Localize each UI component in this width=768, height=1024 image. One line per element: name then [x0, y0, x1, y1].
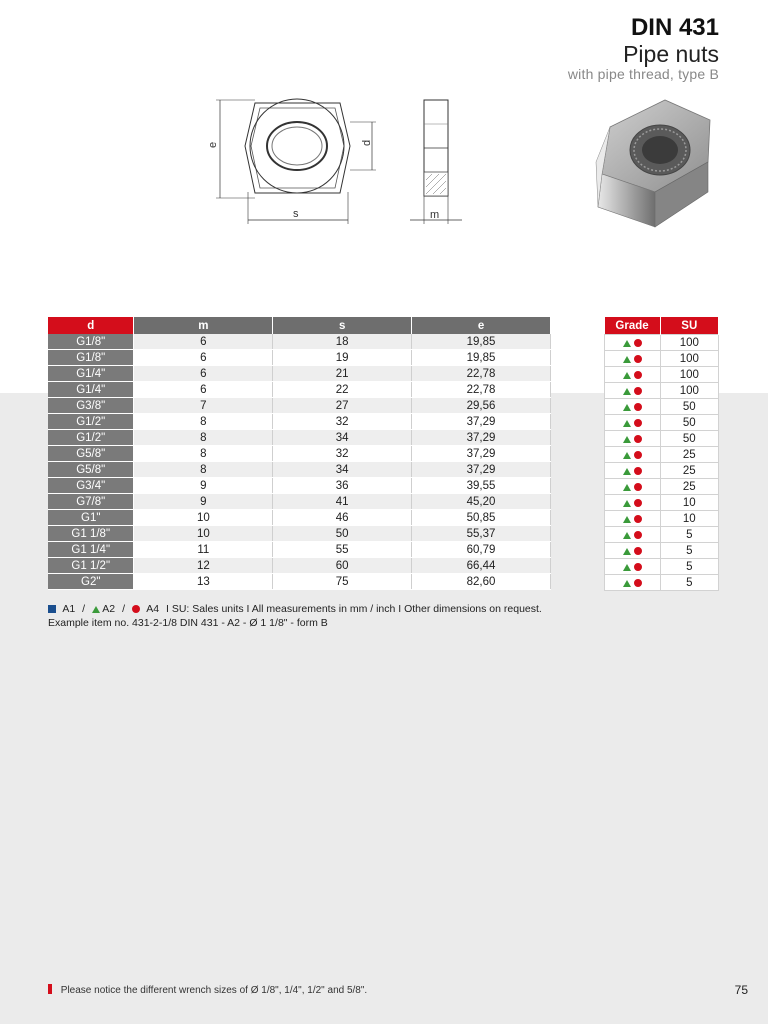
header-m: m	[134, 317, 273, 334]
cell-s: 32	[273, 446, 412, 462]
legend-sep: /	[122, 603, 125, 615]
cell-grade	[605, 495, 661, 511]
table-header-row	[48, 317, 551, 334]
a2-triangle-icon	[92, 606, 100, 613]
cell-su: 25	[660, 479, 718, 495]
a2-triangle-icon	[623, 484, 631, 491]
page-header	[568, 14, 719, 83]
a2-triangle-icon	[623, 468, 631, 475]
cell-grade	[605, 543, 661, 559]
legend-a2: A2	[102, 603, 116, 615]
cell-s: 34	[273, 462, 412, 478]
header-d: d	[48, 317, 134, 334]
dim-label-m: m	[430, 209, 440, 221]
cell-e: 45,20	[412, 494, 551, 510]
table-row	[48, 382, 551, 398]
cell-su: 10	[660, 495, 718, 511]
cell-e: 19,85	[412, 350, 551, 366]
cell-s: 27	[273, 398, 412, 414]
product-code: DIN 431	[630, 14, 719, 41]
legend-info: I SU: Sales units I All measurements in mm / inch I Other dimensions on request.	[166, 603, 542, 615]
a4-dot-icon	[634, 451, 642, 459]
cell-grade	[605, 559, 661, 575]
a2-triangle-icon	[623, 404, 631, 411]
cell-su: 5	[660, 543, 718, 559]
cell-s: 55	[273, 542, 412, 558]
cell-su: 50	[660, 431, 718, 447]
product-subtitle: with pipe thread, type B	[567, 66, 719, 82]
a2-triangle-icon	[623, 436, 631, 443]
a2-triangle-icon	[623, 516, 631, 523]
cell-grade	[605, 399, 661, 415]
grade-row	[605, 543, 719, 559]
cell-s: 41	[273, 494, 412, 510]
cell-m: 12	[134, 558, 273, 574]
table-row	[48, 334, 551, 350]
cell-d: G3/8"	[48, 398, 134, 414]
cell-d: G1/2"	[48, 430, 134, 446]
legend-example: Example item no. 431-2-1/8 DIN 431 - A2 - Ø 1 1/8" - form B	[48, 617, 328, 629]
cell-m: 10	[134, 510, 273, 526]
a4-dot-icon	[634, 355, 642, 363]
a4-dot-icon	[634, 339, 642, 347]
cell-s: 22	[273, 382, 412, 398]
grade-row	[605, 335, 719, 351]
cell-su: 10	[660, 511, 718, 527]
legend-line	[48, 602, 546, 616]
cell-su: 25	[660, 463, 718, 479]
table-row	[48, 510, 551, 526]
a4-dot-icon	[634, 435, 642, 443]
cell-m: 6	[134, 350, 273, 366]
cell-s: 32	[273, 414, 412, 430]
grade-row	[605, 559, 719, 575]
a4-dot-icon	[634, 515, 642, 523]
legend-a4: A4	[146, 603, 160, 615]
cell-d: G1/8"	[48, 350, 134, 366]
cell-e: 37,29	[412, 462, 551, 478]
grade-row	[605, 495, 719, 511]
cell-su: 5	[660, 527, 718, 543]
product-photo	[580, 92, 720, 232]
grade-row	[605, 447, 719, 463]
a2-triangle-icon	[623, 420, 631, 427]
cell-m: 8	[134, 462, 273, 478]
cell-d: G1/8"	[48, 334, 134, 350]
a2-triangle-icon	[623, 452, 631, 459]
cell-s: 19	[273, 350, 412, 366]
dim-label-s: s	[293, 208, 299, 220]
cell-su: 50	[660, 415, 718, 431]
cell-d: G7/8"	[48, 494, 134, 510]
cell-m: 9	[134, 494, 273, 510]
cell-su: 5	[660, 559, 718, 575]
table-row	[48, 366, 551, 382]
cell-s: 60	[273, 558, 412, 574]
cell-d: G2"	[48, 574, 134, 590]
grade-row	[605, 351, 719, 367]
cell-m: 6	[134, 334, 273, 350]
a4-dot-icon	[634, 483, 642, 491]
a4-dot-icon	[634, 499, 642, 507]
cell-s: 50	[273, 526, 412, 542]
cell-su: 50	[660, 399, 718, 415]
dimensions-table	[48, 317, 551, 590]
a2-triangle-icon	[623, 388, 631, 395]
a4-dot-icon	[634, 403, 642, 411]
a2-triangle-icon	[623, 500, 631, 507]
cell-grade	[605, 511, 661, 527]
cell-m: 10	[134, 526, 273, 542]
grade-row	[605, 479, 719, 495]
cell-d: G1 1/4"	[48, 542, 134, 558]
cell-m: 7	[134, 398, 273, 414]
cell-s: 21	[273, 366, 412, 382]
grade-row	[605, 431, 719, 447]
cell-su: 25	[660, 447, 718, 463]
grade-row	[605, 415, 719, 431]
cell-su: 5	[660, 575, 718, 591]
cell-d: G1 1/2"	[48, 558, 134, 574]
table-row	[48, 350, 551, 366]
cell-m: 6	[134, 366, 273, 382]
header-grade: Grade	[605, 317, 661, 335]
a4-dot-icon	[634, 387, 642, 395]
a2-triangle-icon	[623, 356, 631, 363]
grade-row	[605, 399, 719, 415]
cell-grade	[605, 383, 661, 399]
cell-s: 18	[273, 334, 412, 350]
cell-d: G3/4"	[48, 478, 134, 494]
a4-dot-icon	[634, 531, 642, 539]
cell-e: 60,79	[412, 542, 551, 558]
cell-grade	[605, 415, 661, 431]
product-title: Pipe nuts	[623, 41, 719, 67]
header-su: SU	[660, 317, 718, 335]
a2-triangle-icon	[623, 564, 631, 571]
a4-dot-icon	[634, 371, 642, 379]
cell-m: 6	[134, 382, 273, 398]
a4-dot-icon	[634, 563, 642, 571]
cell-grade	[605, 431, 661, 447]
cell-d: G1"	[48, 510, 134, 526]
grade-row	[605, 383, 719, 399]
table-row	[48, 558, 551, 574]
cell-su: 100	[660, 335, 718, 351]
footnote-marker-icon	[48, 984, 52, 994]
table-row	[48, 542, 551, 558]
cell-su: 100	[660, 351, 718, 367]
cell-d: G5/8"	[48, 446, 134, 462]
header-s: s	[273, 317, 412, 334]
table-row	[48, 574, 551, 590]
cell-m: 8	[134, 414, 273, 430]
technical-drawing	[200, 88, 500, 228]
cell-e: 22,78	[412, 366, 551, 382]
cell-e: 82,60	[412, 574, 551, 590]
cell-grade	[605, 463, 661, 479]
a2-triangle-icon	[623, 372, 631, 379]
dim-label-e: e	[207, 141, 219, 148]
legend	[48, 602, 546, 630]
a2-triangle-icon	[623, 532, 631, 539]
header-e: e	[412, 317, 551, 334]
dim-label-d: d	[361, 139, 373, 146]
grade-row	[605, 511, 719, 527]
cell-d: G1/4"	[48, 382, 134, 398]
grade-row	[605, 463, 719, 479]
table-row	[48, 462, 551, 478]
a2-triangle-icon	[623, 580, 631, 587]
cell-s: 75	[273, 574, 412, 590]
table-row	[48, 430, 551, 446]
cell-grade	[605, 367, 661, 383]
legend-sep: /	[82, 603, 86, 615]
page-number: 75	[734, 983, 748, 997]
a4-dot-icon	[634, 467, 642, 475]
grade-row	[605, 527, 719, 543]
table-row	[48, 446, 551, 462]
table-row	[48, 526, 551, 542]
cell-su: 100	[660, 367, 718, 383]
footnote-text: Please notice the different wrench sizes of Ø 1/8", 1/4", 1/2" and 5/8".	[60, 985, 368, 996]
cell-d: G1/4"	[48, 366, 134, 382]
table-row	[48, 398, 551, 414]
a4-dot-icon	[634, 579, 642, 587]
cell-e: 37,29	[412, 446, 551, 462]
grade-row	[605, 575, 719, 591]
table-row	[48, 494, 551, 510]
cell-e: 37,29	[412, 430, 551, 446]
cell-grade	[605, 447, 661, 463]
cell-s: 36	[273, 478, 412, 494]
cell-grade	[605, 575, 661, 591]
grade-header-row	[605, 317, 719, 335]
a4-dot-icon	[634, 547, 642, 555]
cell-m: 9	[134, 478, 273, 494]
cell-grade	[605, 479, 661, 495]
cell-d: G1 1/8"	[48, 526, 134, 542]
cell-grade	[605, 351, 661, 367]
table-row	[48, 478, 551, 494]
cell-e: 39,55	[412, 478, 551, 494]
cell-e: 37,29	[412, 414, 551, 430]
a2-triangle-icon	[623, 340, 631, 347]
cell-m: 8	[134, 446, 273, 462]
cell-m: 13	[134, 574, 273, 590]
cell-e: 22,78	[412, 382, 551, 398]
cell-s: 34	[273, 430, 412, 446]
a4-dot-icon	[132, 605, 140, 613]
table-row	[48, 414, 551, 430]
cell-e: 50,85	[412, 510, 551, 526]
legend-a1: A1	[62, 603, 76, 615]
cell-s: 46	[273, 510, 412, 526]
cell-m: 11	[134, 542, 273, 558]
footnote	[48, 984, 367, 996]
grade-su-table	[604, 317, 719, 591]
a2-triangle-icon	[623, 548, 631, 555]
cell-grade	[605, 527, 661, 543]
cell-grade	[605, 335, 661, 351]
cell-e: 29,56	[412, 398, 551, 414]
grade-row	[605, 367, 719, 383]
a4-dot-icon	[634, 419, 642, 427]
cell-su: 100	[660, 383, 718, 399]
cell-d: G5/8"	[48, 462, 134, 478]
cell-e: 19,85	[412, 334, 551, 350]
a1-square-icon	[48, 605, 56, 613]
cell-e: 55,37	[412, 526, 551, 542]
cell-d: G1/2"	[48, 414, 134, 430]
cell-m: 8	[134, 430, 273, 446]
cell-e: 66,44	[412, 558, 551, 574]
